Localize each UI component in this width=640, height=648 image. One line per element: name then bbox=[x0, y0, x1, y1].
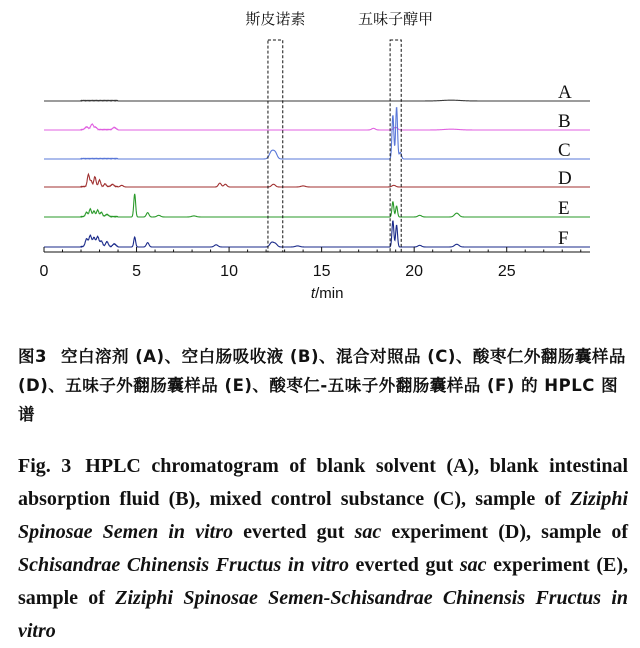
trace-A bbox=[44, 100, 590, 101]
series-labels bbox=[558, 82, 572, 249]
caption-en-italic3: Schisandrae Chinensis Fructus in vitro bbox=[18, 554, 349, 576]
caption-en-part4: everted gut bbox=[348, 554, 460, 576]
trace-B bbox=[44, 124, 590, 130]
x-tick-label-5: 5 bbox=[132, 263, 141, 280]
series-label-A: A bbox=[558, 82, 572, 103]
series-label-E: E bbox=[558, 198, 570, 219]
caption-en-part2: everted gut bbox=[232, 521, 355, 543]
trace-C bbox=[44, 108, 590, 159]
series-label-B: B bbox=[558, 111, 571, 132]
series-label-C: C bbox=[558, 140, 571, 161]
caption-english bbox=[18, 450, 628, 648]
traces-group bbox=[44, 100, 590, 247]
caption-en-part1: HPLC chromatogram of blank solvent (A), blank intestinal absorption fluid (B), mixed control substance (C), sample of bbox=[18, 455, 628, 510]
peak-label-1: 五味子醇甲 bbox=[358, 10, 434, 28]
caption-chinese bbox=[18, 342, 628, 429]
caption-en-italic2: sac bbox=[354, 521, 382, 543]
x-tick-label-15: 15 bbox=[312, 263, 331, 280]
caption-en-part3: experiment (D), sample of bbox=[381, 521, 628, 543]
caption-en-figure-number: Fig. 3 bbox=[18, 455, 72, 477]
peak-label-boxes bbox=[245, 10, 433, 252]
caption-zh-figure-number: 图3 bbox=[18, 347, 47, 366]
x-axis-label: t/min bbox=[310, 285, 344, 302]
series-label-F: F bbox=[558, 228, 569, 249]
peak-box-0 bbox=[268, 40, 283, 252]
trace-E bbox=[44, 194, 590, 217]
peak-label-0: 斯皮诺素 bbox=[245, 10, 306, 28]
x-axis bbox=[40, 247, 590, 302]
series-label-D: D bbox=[558, 168, 572, 189]
caption-en-italic4: sac bbox=[459, 554, 487, 576]
x-tick-label-25: 25 bbox=[497, 263, 516, 280]
caption-en-italic5: Ziziphi Spinosae Semen-Schisandrae Chinensis Fructus in vitro bbox=[18, 587, 628, 642]
caption-en-part5: experiment (E), sample of bbox=[18, 554, 628, 609]
x-tick-label-0: 0 bbox=[39, 263, 49, 280]
caption-en-italic1: Ziziphi Spinosae Semen in vitro bbox=[18, 488, 628, 543]
trace-D bbox=[44, 174, 590, 187]
x-tick-label-10: 10 bbox=[220, 263, 238, 280]
trace-F bbox=[44, 221, 590, 247]
caption-zh-text: 空白溶剂 (A)、空白肠吸收液 (B)、混合对照品 (C)、酸枣仁外翻肠囊样品 (D)、五味子外翻肠囊样品 (E)、酸枣仁-五味子外翻肠囊样品 (F) 的 HPLC 图谱 bbox=[18, 347, 626, 424]
x-tick-label-20: 20 bbox=[405, 263, 424, 280]
